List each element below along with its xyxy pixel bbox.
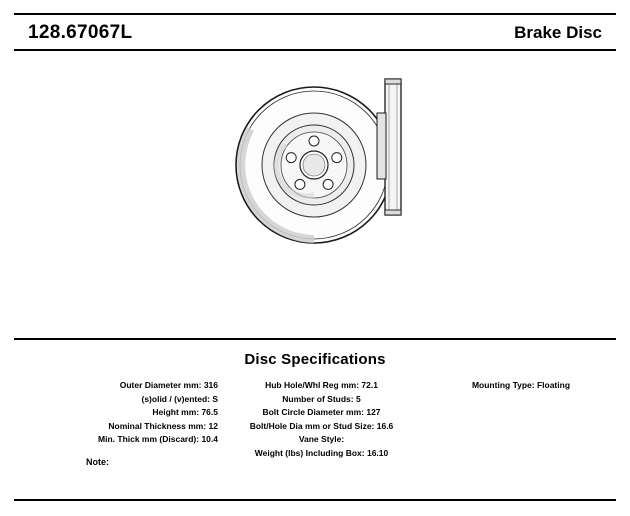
spec-column-right [426,379,616,393]
spec-item: Height mm: 76.5 [152,407,218,417]
spec-item: Hub Hole/Whl Reg mm: 72.1 [265,380,378,390]
spec-item: Outer Diameter mm: 316 [119,380,218,390]
note-label: Note: [86,457,109,467]
specifications-title: Disc Specifications [244,351,386,368]
header-bar [14,13,616,51]
specifications-panel [14,338,616,501]
spec-item: Bolt Circle Diameter mm: 127 [262,407,381,417]
spec-column-middle [219,379,424,460]
spec-item: Nominal Thickness mm: 12 [108,420,218,431]
spec-item: Number of Studs: 5 [282,393,361,404]
specifications-columns [14,379,616,465]
spec-item: Bolt/Hole Dia mm or Stud Size: 16.6 [249,420,394,431]
spec-item: Vane Style: [298,434,345,444]
document-type-label: Brake Disc [514,22,602,42]
spec-item: Mounting Type: Floating [471,380,571,390]
spec-item: Weight (lbs) Including Box: 16.10 [254,447,389,458]
spec-item: (s)olid / (v)ented: S [141,393,218,404]
product-drawing-area [14,55,616,335]
spec-item: Min. Thick mm (Discard): 10.4 [98,434,218,444]
brake-rotor-side-view [369,77,429,222]
part-number: 128.67067L [28,21,133,43]
spec-column-left [14,379,218,447]
